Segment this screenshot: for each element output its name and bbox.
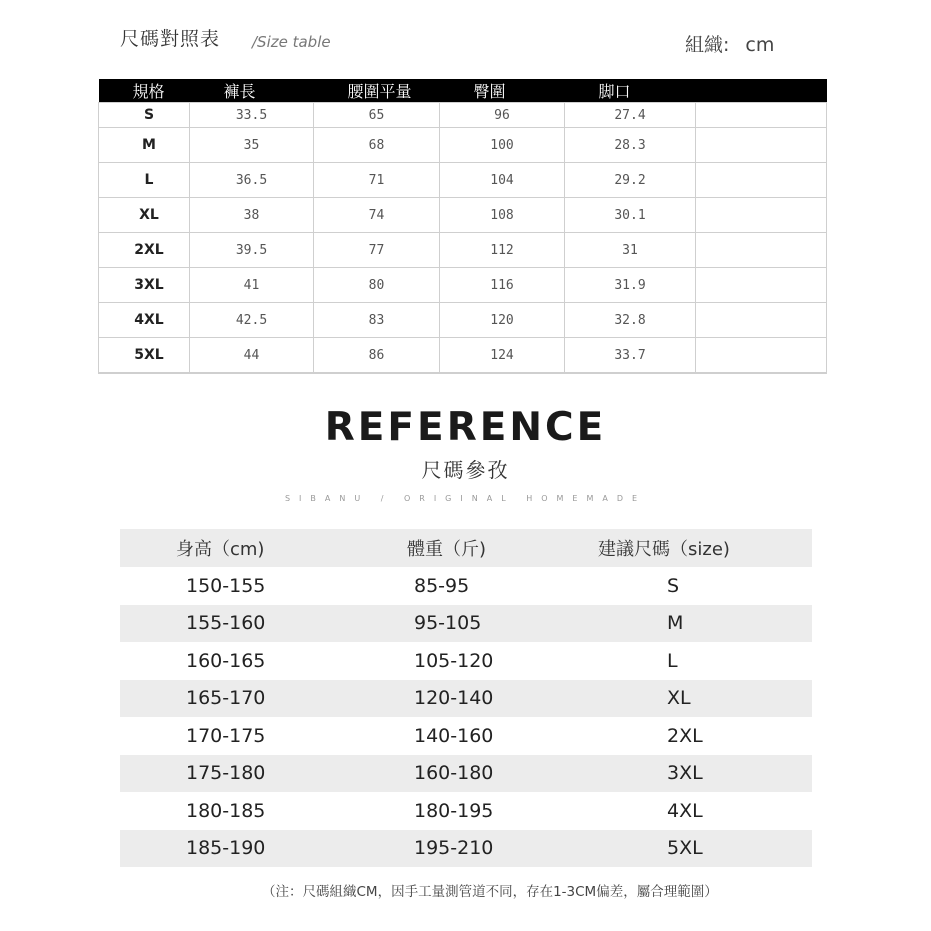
measure-cell bbox=[696, 198, 827, 233]
size-cell: 2XL bbox=[667, 724, 703, 747]
table-row bbox=[120, 642, 812, 680]
size-cell: L bbox=[99, 163, 190, 198]
size-cell: 4XL bbox=[99, 303, 190, 338]
table-row bbox=[120, 717, 812, 755]
height-cell: 160-165 bbox=[186, 649, 266, 672]
table-row bbox=[99, 338, 827, 374]
weight-cell: 95-105 bbox=[414, 612, 482, 635]
measure-cell: 71 bbox=[314, 163, 440, 198]
measure-cell: 35 bbox=[190, 128, 314, 163]
height-cell: 150-155 bbox=[186, 574, 266, 597]
size-cell: M bbox=[667, 612, 684, 635]
size-cell: 3XL bbox=[99, 268, 190, 303]
size-table bbox=[98, 79, 827, 374]
table-row bbox=[120, 792, 812, 830]
table-row bbox=[99, 303, 827, 338]
table-row bbox=[120, 605, 812, 643]
size-cell: 5XL bbox=[99, 338, 190, 374]
size-cell: S bbox=[667, 574, 680, 597]
measure-cell: 112 bbox=[440, 233, 565, 268]
size-cell: S bbox=[99, 103, 190, 128]
col-header-empty bbox=[696, 79, 827, 103]
col-header-size: 建議尺碼（size) bbox=[598, 539, 730, 560]
measure-cell: 36.5 bbox=[190, 163, 314, 198]
measure-cell: 29.2 bbox=[565, 163, 696, 198]
measure-cell: 38 bbox=[190, 198, 314, 233]
measure-cell: 39.5 bbox=[190, 233, 314, 268]
table-row bbox=[120, 830, 812, 868]
measure-cell: 27.4 bbox=[565, 103, 696, 128]
table-row bbox=[99, 163, 827, 198]
measure-cell: 33.5 bbox=[190, 103, 314, 128]
reference-subtitle: 尺碼參孜 bbox=[421, 458, 510, 482]
height-cell: 170-175 bbox=[186, 724, 266, 747]
recommend-table bbox=[120, 529, 812, 867]
size-table-header bbox=[99, 79, 827, 103]
size-cell: 2XL bbox=[99, 233, 190, 268]
size-table-subtitle: /Size table bbox=[252, 33, 331, 51]
measure-cell: 83 bbox=[314, 303, 440, 338]
measure-cell: 28.3 bbox=[565, 128, 696, 163]
measure-cell bbox=[696, 163, 827, 198]
measure-cell: 44 bbox=[190, 338, 314, 374]
measure-cell bbox=[696, 338, 827, 374]
measure-cell: 80 bbox=[314, 268, 440, 303]
size-cell: XL bbox=[667, 687, 691, 710]
table-row bbox=[120, 680, 812, 718]
col-header-hem: 脚口 bbox=[565, 79, 696, 103]
weight-cell: 160-180 bbox=[414, 762, 494, 785]
unit-value: cm bbox=[745, 34, 775, 56]
weight-cell: 120-140 bbox=[414, 687, 494, 710]
col-header-height: 身高（cm) bbox=[176, 539, 265, 560]
recommend-table-header bbox=[120, 529, 812, 567]
measure-cell bbox=[696, 128, 827, 163]
measure-cell bbox=[696, 233, 827, 268]
size-cell: 5XL bbox=[667, 837, 703, 860]
size-cell: L bbox=[667, 649, 678, 672]
measure-cell: 96 bbox=[440, 103, 565, 128]
weight-cell: 105-120 bbox=[414, 649, 494, 672]
measure-cell: 100 bbox=[440, 128, 565, 163]
measure-cell bbox=[696, 268, 827, 303]
col-header-spec: 規格 bbox=[99, 79, 190, 103]
measure-cell: 41 bbox=[190, 268, 314, 303]
measure-cell bbox=[696, 103, 827, 128]
height-cell: 175-180 bbox=[186, 762, 266, 785]
table-row bbox=[120, 567, 812, 605]
measure-cell: 86 bbox=[314, 338, 440, 374]
measure-cell: 33.7 bbox=[565, 338, 696, 374]
size-cell: XL bbox=[99, 198, 190, 233]
col-header-waist: 腰圍平量 bbox=[314, 79, 440, 103]
measure-cell: 68 bbox=[314, 128, 440, 163]
table-row bbox=[99, 198, 827, 233]
table-row bbox=[99, 268, 827, 303]
measure-cell: 31 bbox=[565, 233, 696, 268]
height-cell: 180-185 bbox=[186, 799, 266, 822]
footnote: （注：尺碼組織CM，因手工量測管道不同，存在1-3CM偏差，屬合理範圍） bbox=[262, 884, 718, 900]
col-header-weight: 體重（斤) bbox=[407, 539, 487, 560]
height-cell: 165-170 bbox=[186, 687, 266, 710]
measure-cell: 124 bbox=[440, 338, 565, 374]
measure-cell: 120 bbox=[440, 303, 565, 338]
weight-cell: 85-95 bbox=[414, 574, 470, 597]
col-header-hip: 臀圍 bbox=[440, 79, 565, 103]
reference-tagline: SIBANU / ORIGINAL HOMEMADE bbox=[284, 494, 647, 503]
col-header-length: 褲長 bbox=[190, 79, 314, 103]
size-cell: M bbox=[99, 128, 190, 163]
unit-label-text: 組織: bbox=[685, 34, 730, 56]
measure-cell: 77 bbox=[314, 233, 440, 268]
measure-cell bbox=[696, 303, 827, 338]
height-cell: 185-190 bbox=[186, 837, 266, 860]
size-cell: 4XL bbox=[667, 799, 703, 822]
measure-cell: 32.8 bbox=[565, 303, 696, 338]
size-cell: 3XL bbox=[667, 762, 703, 785]
table-row bbox=[99, 233, 827, 268]
weight-cell: 180-195 bbox=[414, 799, 494, 822]
height-cell: 155-160 bbox=[186, 612, 266, 635]
weight-cell: 195-210 bbox=[414, 837, 494, 860]
measure-cell: 31.9 bbox=[565, 268, 696, 303]
size-table-title: 尺碼對照表 bbox=[120, 28, 221, 50]
measure-cell: 74 bbox=[314, 198, 440, 233]
measure-cell: 104 bbox=[440, 163, 565, 198]
unit-label bbox=[685, 30, 774, 57]
table-row bbox=[99, 103, 827, 128]
measure-cell: 42.5 bbox=[190, 303, 314, 338]
measure-cell: 30.1 bbox=[565, 198, 696, 233]
measure-cell: 116 bbox=[440, 268, 565, 303]
table-row bbox=[99, 128, 827, 163]
measure-cell: 108 bbox=[440, 198, 565, 233]
reference-title: REFERENCE bbox=[324, 405, 607, 450]
measure-cell: 65 bbox=[314, 103, 440, 128]
table-row bbox=[120, 755, 812, 793]
weight-cell: 140-160 bbox=[414, 724, 494, 747]
